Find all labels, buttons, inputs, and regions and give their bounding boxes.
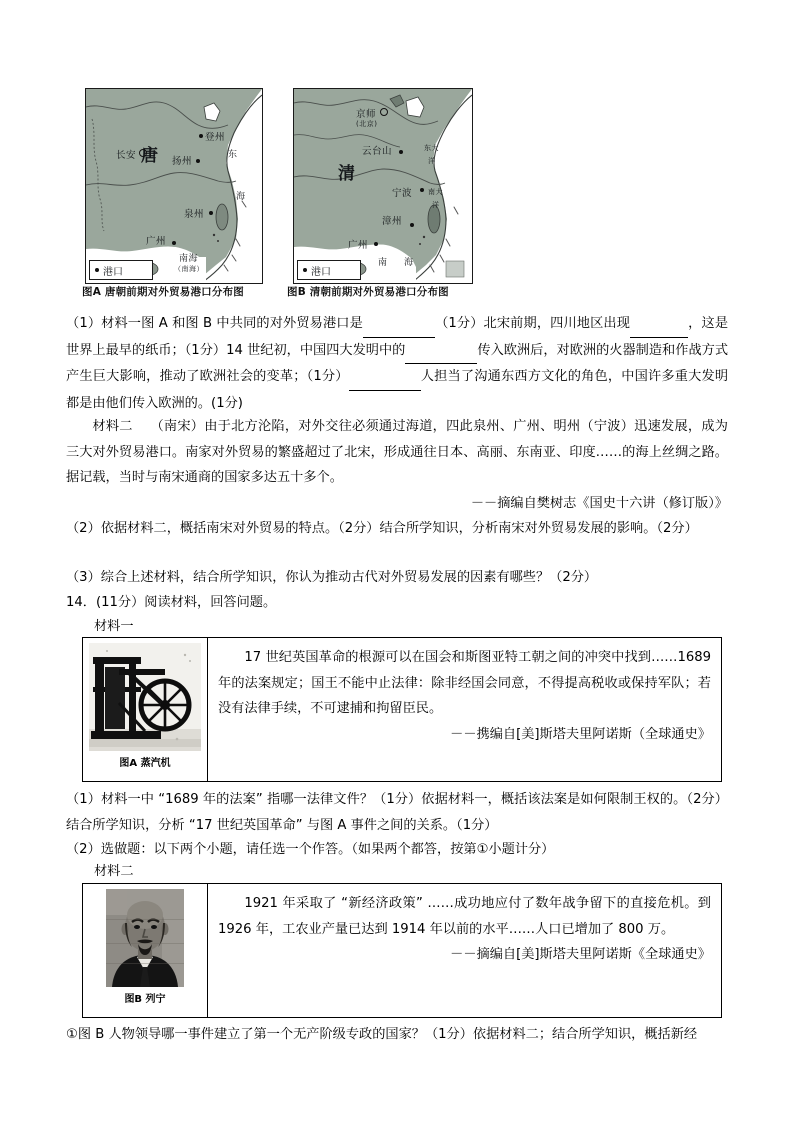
q13-p2-seg2: 传入欧洲后，对欧洲的火器制造和作战 [477,342,702,358]
map-b-drawing [294,89,472,283]
q14-question-2 [66,837,728,863]
map-a-dynasty-label: 唐 [141,146,159,166]
q13-question-2 [66,516,728,542]
map-a-label-guangzhou: 广州 [146,236,167,247]
q14-question-1 [66,787,728,838]
port-dot-yuntaishan [399,150,403,154]
map-b-label-beijing: (北京) [356,120,378,128]
material1-source: －－携编自[美]斯塔夫里阿诺斯（全球通史》 [450,726,711,742]
map-a-drawing [86,89,262,283]
answer-blank[interactable] [349,364,421,391]
map-a-label-changan: 长安 [116,150,137,161]
q13-material2-paragraph [66,414,728,491]
q13-question-3 [66,565,728,591]
material-1-label-text: 材料一 [94,619,134,634]
material2-text-cell [208,884,721,1017]
material1-image-cell [83,638,208,781]
q13-p4: 多重大发明都是由他们传入欧洲的。(1分) [66,369,729,411]
map-b-label-hai: 海 [404,258,414,268]
map-a-caption: 图A 唐朝前期对外贸易港口分布图 [82,286,244,298]
map-figure-b [293,88,473,284]
map-a-label-quanzhou: 泉州 [184,209,205,220]
material1-text-cell [208,638,721,781]
q13-p1-seg2: （1分）北宋前期，四川地区出现 [434,316,631,331]
port-dot-zhangzhou [410,223,414,227]
map-b-legend-label: 港口 [311,266,331,278]
lenin-portrait [106,889,184,987]
q14-material2-label [94,862,134,882]
map-b-label-guangzhou: 广州 [348,240,369,251]
map-b-label-dongdayang-1: 东大 [424,144,439,152]
map-b-caption: 图B 清朝前期对外贸易港口分布图 [287,286,449,298]
map-b-label-jingshi: 京师 [356,109,377,120]
map-b-label-nan: 南 [378,258,388,268]
port-legend-dot-icon [303,268,307,272]
q14-final-question [66,1022,728,1048]
steam-engine-photo [89,643,201,751]
map-b-label-nandayang-1: 南大 [428,188,443,196]
map-a-legend [89,260,153,280]
material2-body: 1921 年采取了 “新经济政策” ……成功地应付了数年战争留下的直接危机。到 1926 年，工农业产量已达到 1914 年以前的水平……人口已增加了 800 万。 [218,896,711,937]
q14-material2-table [82,883,722,1018]
q13-part1-paragraph [66,311,728,416]
q13-p1-seg3: ，这是 [688,316,729,331]
q13-q2-text: （2）依据材料二，概括南宋对外贸易的特点。（2分）结合所学知识，分析南宋对外贸易发展的影响。（2分） [66,521,698,536]
source-attribution: －－摘编自樊树志《国史十六讲（修订版）》 [470,496,728,511]
map-a-legend-label: 港口 [103,266,123,278]
material2-source: －－摘编自[美]斯塔夫里阿诺斯《全球通史》 [450,947,711,962]
map-a-label-dengzhou: 登州 [205,132,226,143]
port-dot-dengzhou [199,134,203,138]
map-b-label-yuntaishan: 云台山 [362,146,393,157]
q14-heading [66,590,728,616]
q13-p3-seg2: 人担当了沟通东西方文化的角色，中国许 [420,369,662,384]
q14-q1-line2: 分）结合所学知识，分析 “17 世纪英国革命” 与图 A 事件之间的关系。（1分） [66,792,728,833]
map-b-label-dongdayang-2: 洋 [428,157,436,165]
material-2-label-text: 材料二 [94,864,134,879]
q13-p2-seg1: 世界上最早的纸币；（1分）14 世纪初，中国四大发明中的 [66,342,406,358]
port-dot-quanzhou [209,211,213,215]
answer-blank[interactable] [405,338,477,365]
material-2-label: 材料二 [92,419,133,434]
answer-blank[interactable] [630,311,688,338]
q13-p1-seg1: （1）材料一图 A 和图 B 中共同的对外贸易港口是 [66,316,363,331]
material-2-body: （南宋）由于北方沦陷，对外交往必须通过海道，四此泉州、广州、明州（宁波）迅速发展，成为三大对外贸易港口。南家对外贸易的繁盛超过了北宋，形成通往日本、高丽、东南亚、印度……的海上丝绸之路。据记载，当时与南宋通商的国家多达五十多个。 [66,419,728,485]
map-a-label-nanhai: 南海 [179,254,199,264]
map-b-legend [297,260,361,280]
lenin-portrait-drawing [106,889,184,987]
q14-heading-text: 14．(11分）阅读材料，回答问题。 [66,595,277,610]
material1-figure-caption: 图A 蒸汽机 [119,758,171,769]
port-dot-yangzhou [196,159,200,163]
q14-material1-label [94,617,134,637]
q14-q1-line1: （1）材料一中 “1689 年的法案” 指哪一法律文件？（1分）依据材料一，概括该法案是如何限制王权的。（2 [66,792,702,807]
map-a-label-sea: 海 [236,192,246,202]
q14-q2-text: （2）选做题：以下两个小题，请任选一个作答。（如果两个都答，按第①小题计分） [66,842,555,857]
maps-figure-row [82,88,722,298]
q13-q3-text: （3）综合上述材料，结合所学知识，你认为推动古代对外贸易发展的因素有哪些？（2分） [66,570,598,585]
capital-ring-icon [139,149,147,157]
material1-body: 17 世纪英国革命的根源可以在国会和斯图亚特工朝之间的冲突中找到……1689 年的法案规定；国王不能中止法律：除非经国会同意，不得提高税收或保持军队；若没有法律手续，不可逮捕和拘留臣民。 [218,650,711,716]
q14-material1-table [82,637,722,782]
port-legend-dot-icon [95,268,99,272]
map-b-label-zhangzhou: 漳州 [382,216,403,227]
map-a-label-yangzhou: 扬州 [172,156,193,167]
map-b-label-nandayang-2: 洋 [432,201,440,209]
map-b-label-ningbo: 宁波 [392,188,413,199]
map-b-dynasty-label: 清 [338,164,356,184]
map-a-label-nanhai-alt: （南海） [174,265,204,273]
steam-engine-drawing [89,643,201,751]
map-figure-a [85,88,263,284]
q13-material2-source [66,491,728,517]
material2-figure-caption: 图B 列宁 [124,994,166,1005]
port-dot-guangzhou [374,242,378,246]
capital-ring-icon [380,108,388,116]
answer-blank[interactable] [363,311,435,338]
q14-final-question-text: ①图 B 人物领导哪一事件建立了第一个无产阶级专政的国家？（1分）依据材料二；结合所学知识，概括新经 [66,1027,698,1042]
map-a-label-east: 东 [228,150,238,160]
port-dot-guangzhou [172,241,176,245]
q13-p3-seg1: 方式产生巨大影响，推动了欧洲社会的变革；（1分） [66,342,729,384]
material2-image-cell [83,884,208,1017]
port-dot-ningbo [420,188,424,192]
